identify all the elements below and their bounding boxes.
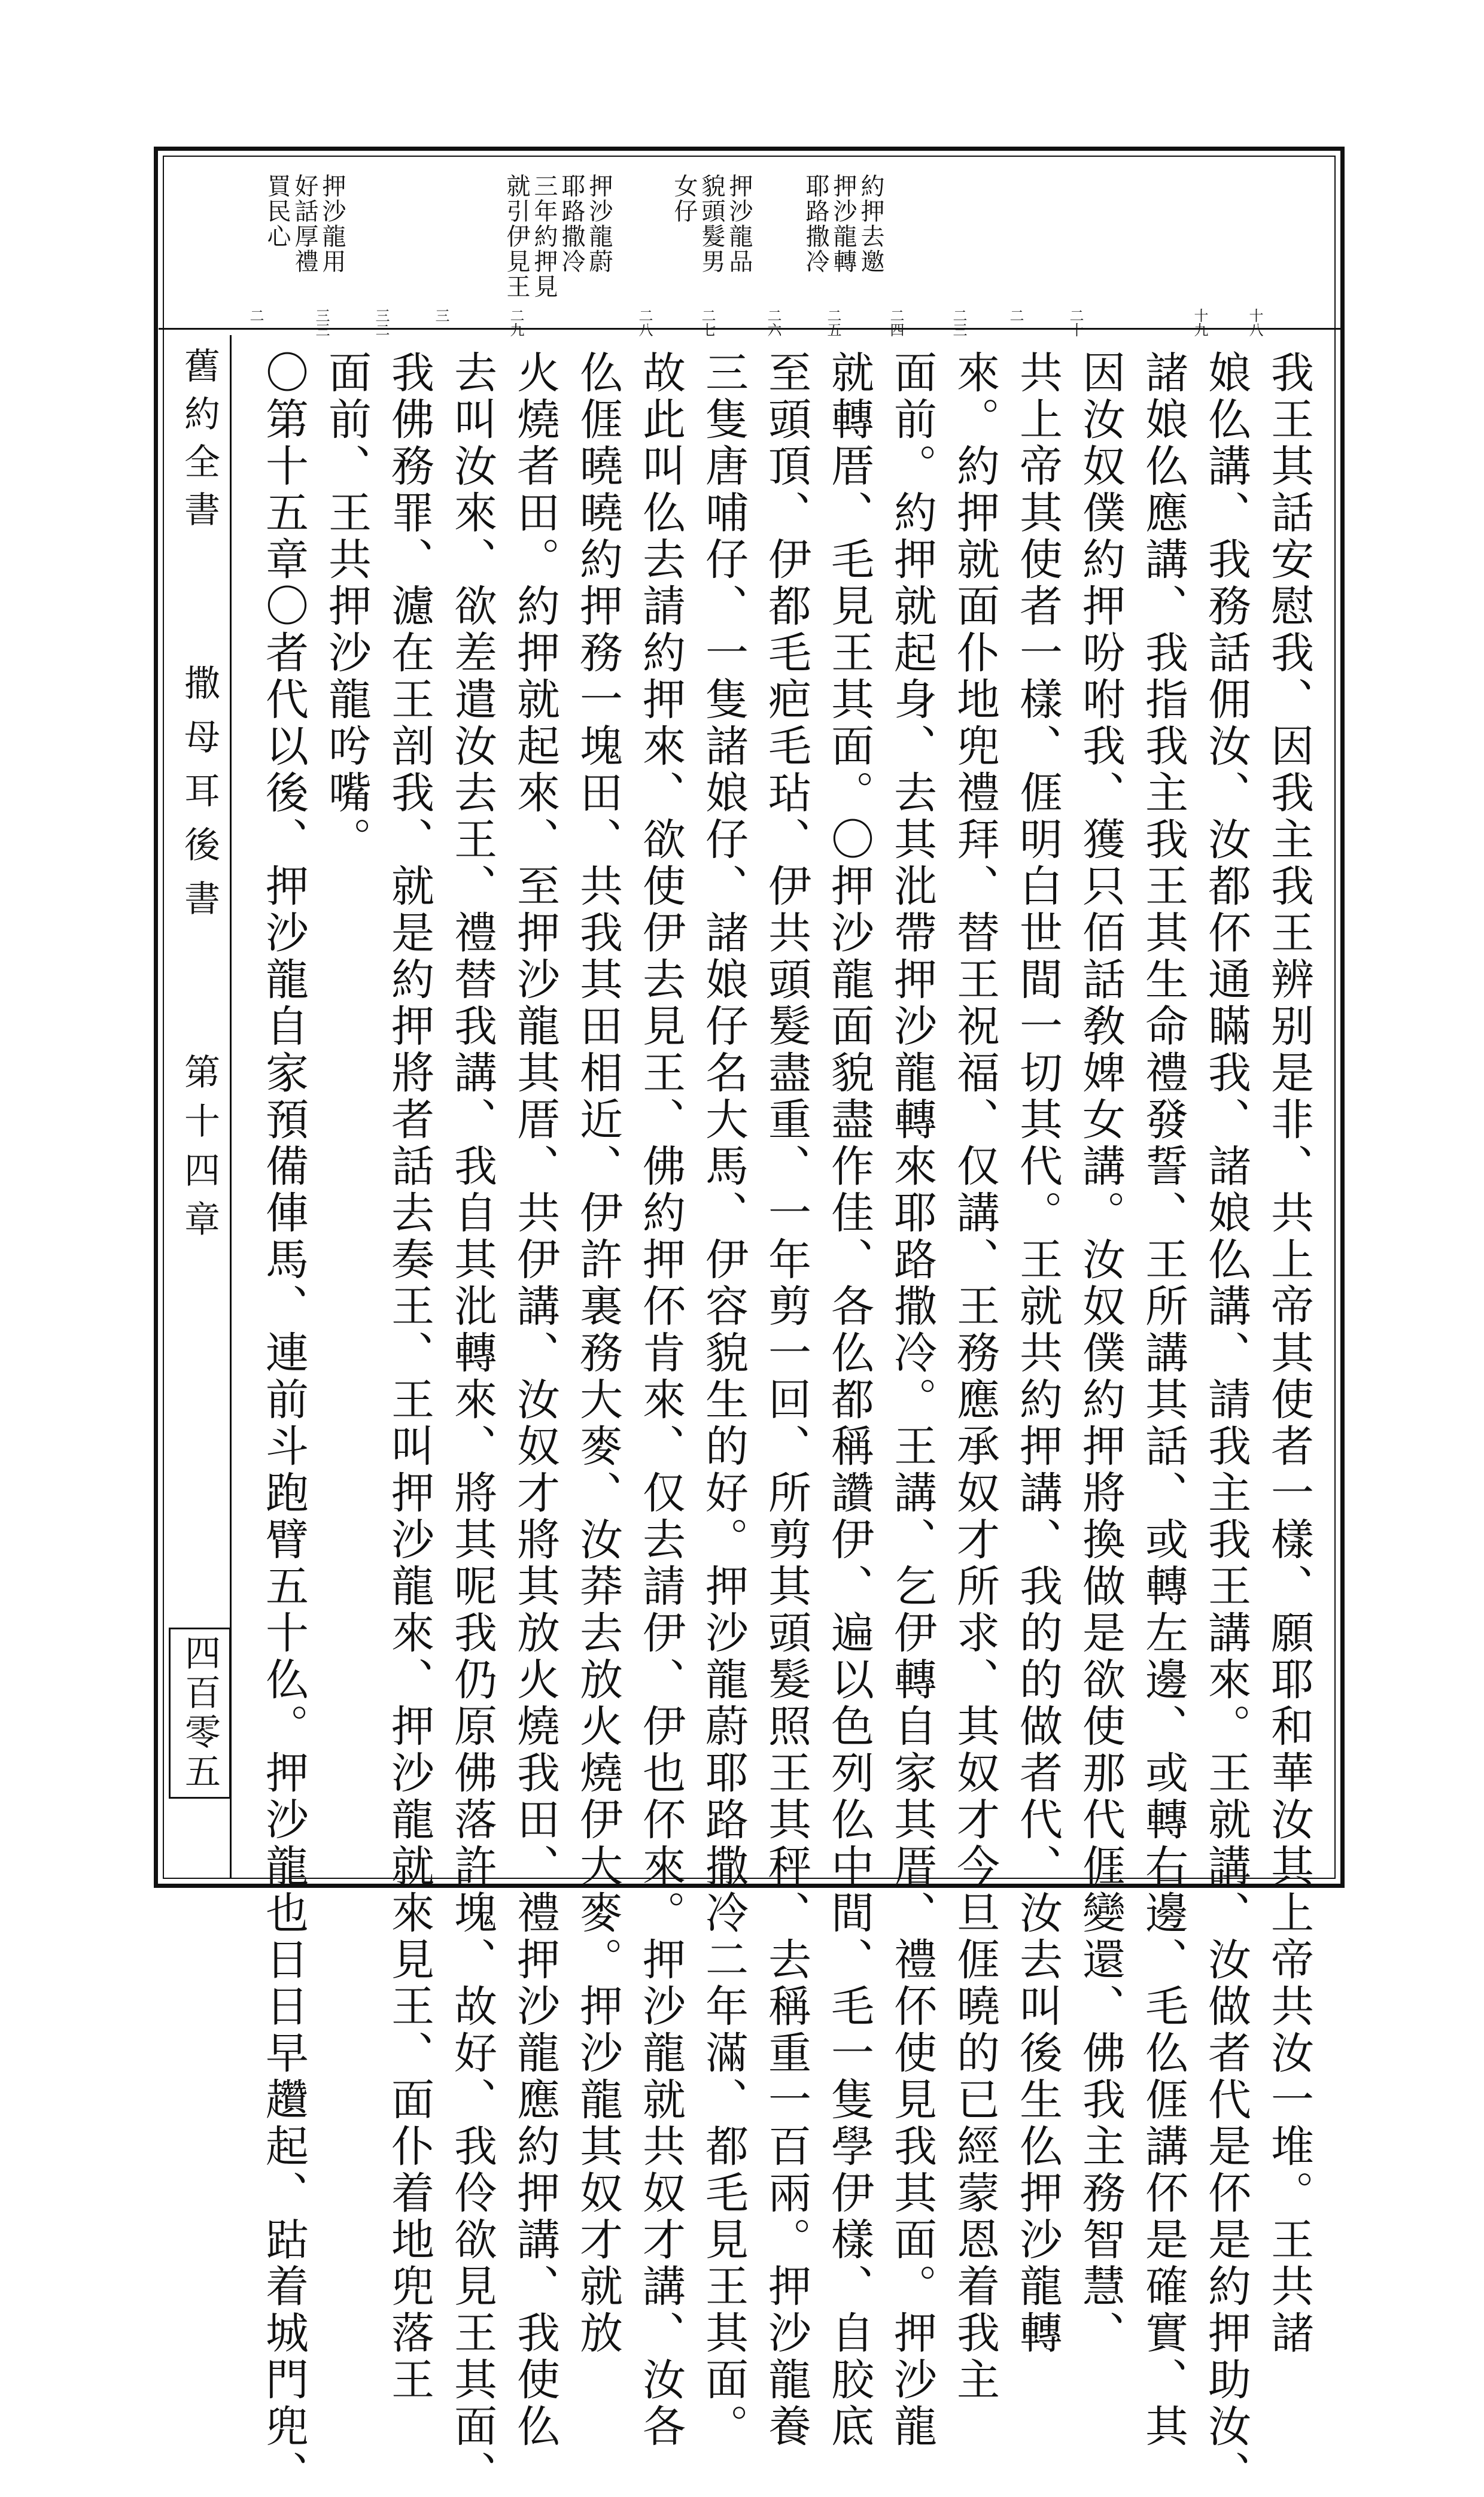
- text-column: 至頭頂、伊都毛疤毛玷、伊共頭髮盡重、一年剪一回、所剪其頭髮照王其秤、去稱重一百兩。押沙龍養: [761, 350, 811, 2450]
- verse-number: 十八: [1246, 308, 1263, 337]
- verse-number: 二四: [887, 308, 904, 337]
- text-column: 來。約押就面仆地兜禮拜、替王祝福、仅講、王務應承奴才所求、其奴才今旦𠊎曉的已經蒙恩着我主: [950, 350, 1000, 2404]
- text-column: 共上帝其使者一樣、𠊎明白世間一切其代。王就共約押講、我的的做者代、汝去叫後生仫押沙龍轉: [1012, 350, 1063, 2357]
- text-column: 就轉厝、毛見王其面。〇押沙龍面貌盡作佳、各仫都稱讚伊、遍以色列仫中間、毛一隻學伊樣、自胶底: [824, 350, 874, 2450]
- text-column: 我王其話安慰我、因我主我王辨别是非、共上帝其使者一樣、願耶和華汝其上帝共汝一堆。王共諸: [1264, 350, 1314, 2357]
- verse-number: 二五: [825, 308, 841, 337]
- text-column: 因汝奴僕約押吩咐我、獲只佰話敎婢女講。汝奴僕約押將換做是欲使那代𠊎變還、佛我主務智慧、: [1075, 350, 1126, 2357]
- verse-number: 二一: [247, 308, 264, 337]
- book-section: 撒母耳後書: [178, 664, 220, 933]
- verse-number: 二八: [636, 308, 653, 337]
- text-column: 我佛務罪、濾在王剖我、就是約押將者話去奏王、王叫押沙龍來、押沙龍就來見王、面仆着地兜落王: [384, 350, 434, 2404]
- gloss-line: 貌頭髮男: [698, 174, 725, 274]
- gloss-2: [670, 174, 753, 274]
- gloss-4: [263, 174, 346, 274]
- page-number: 四百零五: [169, 1628, 231, 1799]
- gloss-line: 押沙龍品: [725, 174, 753, 274]
- text-column: 仫𠊎曉曉約押務一塊田、共我其田相近、伊許裏務大麥、汝莽去放火燒伊大麥。押沙龍其奴才就放: [573, 350, 623, 2357]
- gloss-3: [503, 174, 613, 299]
- text-column: 娘仫講、我務話佣汝、汝都伓通瞞我、諸娘仫講、請我主我王講來。王就講、汝做者代是伓是約押助汝、: [1201, 350, 1251, 2497]
- gloss-line: 押沙龍用: [318, 174, 346, 274]
- verse-number: 二九: [507, 308, 524, 337]
- gloss-line: 女仔: [670, 174, 698, 224]
- verse-number: 三一: [433, 308, 449, 337]
- book-title: 舊約全書: [178, 347, 220, 539]
- verse-number: 二十: [1067, 308, 1084, 337]
- verse-number: 二三: [950, 308, 967, 337]
- verse-number: 十九: [1191, 308, 1208, 337]
- text-column: 火燒者田。約押就起來、至押沙龍其厝、共伊講、汝奴才將其放火燒我田、禮押沙龍應約押講、我使仫: [510, 350, 560, 2450]
- gloss-line: 買民心: [263, 174, 291, 249]
- gloss-line: 約押去邀: [857, 174, 884, 274]
- gloss-line: 三年約押見: [530, 174, 558, 299]
- annotation-divider: [159, 328, 1340, 330]
- text-column: 面前。約押就起身、去其沘帶押沙龍轉來耶路撒冷。王講、乞伊轉自家其厝、禮伓使見我其面。押沙龍: [887, 350, 937, 2450]
- verse-number: 二一: [1007, 308, 1024, 337]
- text-column: 諸娘仫應講、我指我主我王其生命禮發誓、王所講其話、或轉左邊、或轉右邊、毛仫𠊎講伓是確實、其: [1138, 350, 1188, 2450]
- gloss-line: 押沙龍轉: [829, 174, 857, 274]
- gloss-line: 好話厚禮: [291, 174, 318, 274]
- verse-number: 三三: [313, 308, 330, 337]
- margin-column: [157, 335, 232, 1879]
- gloss-1: [802, 174, 884, 274]
- text-column: 故此叫仫去請約押來、欲使伊去見王、佛約押伓肯來、仅去請伊、伊也伓來。押沙龍就共奴才講、汝各: [635, 350, 686, 2450]
- gloss-line: 耶路撒冷: [802, 174, 829, 274]
- chapter-heading: 第十四章: [178, 1053, 220, 1249]
- text-column: 去叫汝來、欲差遣汝去王、禮替我講、我自其沘轉來、將其呢我仍原佛落許塊、故好、我伶欲見王其面、: [447, 350, 497, 2497]
- text-column: 〇第十五章〇者代以後、押沙龍自家預備俥馬、連前斗跑臂五十仫。押沙龍也日日早趲起、跍着城門兜、: [259, 350, 309, 2497]
- gloss-line: 押沙龍蔚: [585, 174, 613, 274]
- main-text: [239, 350, 1314, 2497]
- verse-number: 二七: [699, 308, 716, 337]
- gloss-line: 耶路撒冷: [558, 174, 585, 274]
- verse-number: 三二: [373, 308, 390, 337]
- text-column: 面前、王共押沙龍𠯋嘴。: [321, 350, 372, 863]
- gloss-line: 就引伊見王: [503, 174, 530, 299]
- verse-number: 二六: [765, 308, 781, 337]
- text-column: 三隻唐哺仔、一隻諸娘仔、諸娘仔名大馬、伊容貌生的好。押沙龍蔚耶路撒冷二年滿、都毛見王其面。: [698, 350, 749, 2450]
